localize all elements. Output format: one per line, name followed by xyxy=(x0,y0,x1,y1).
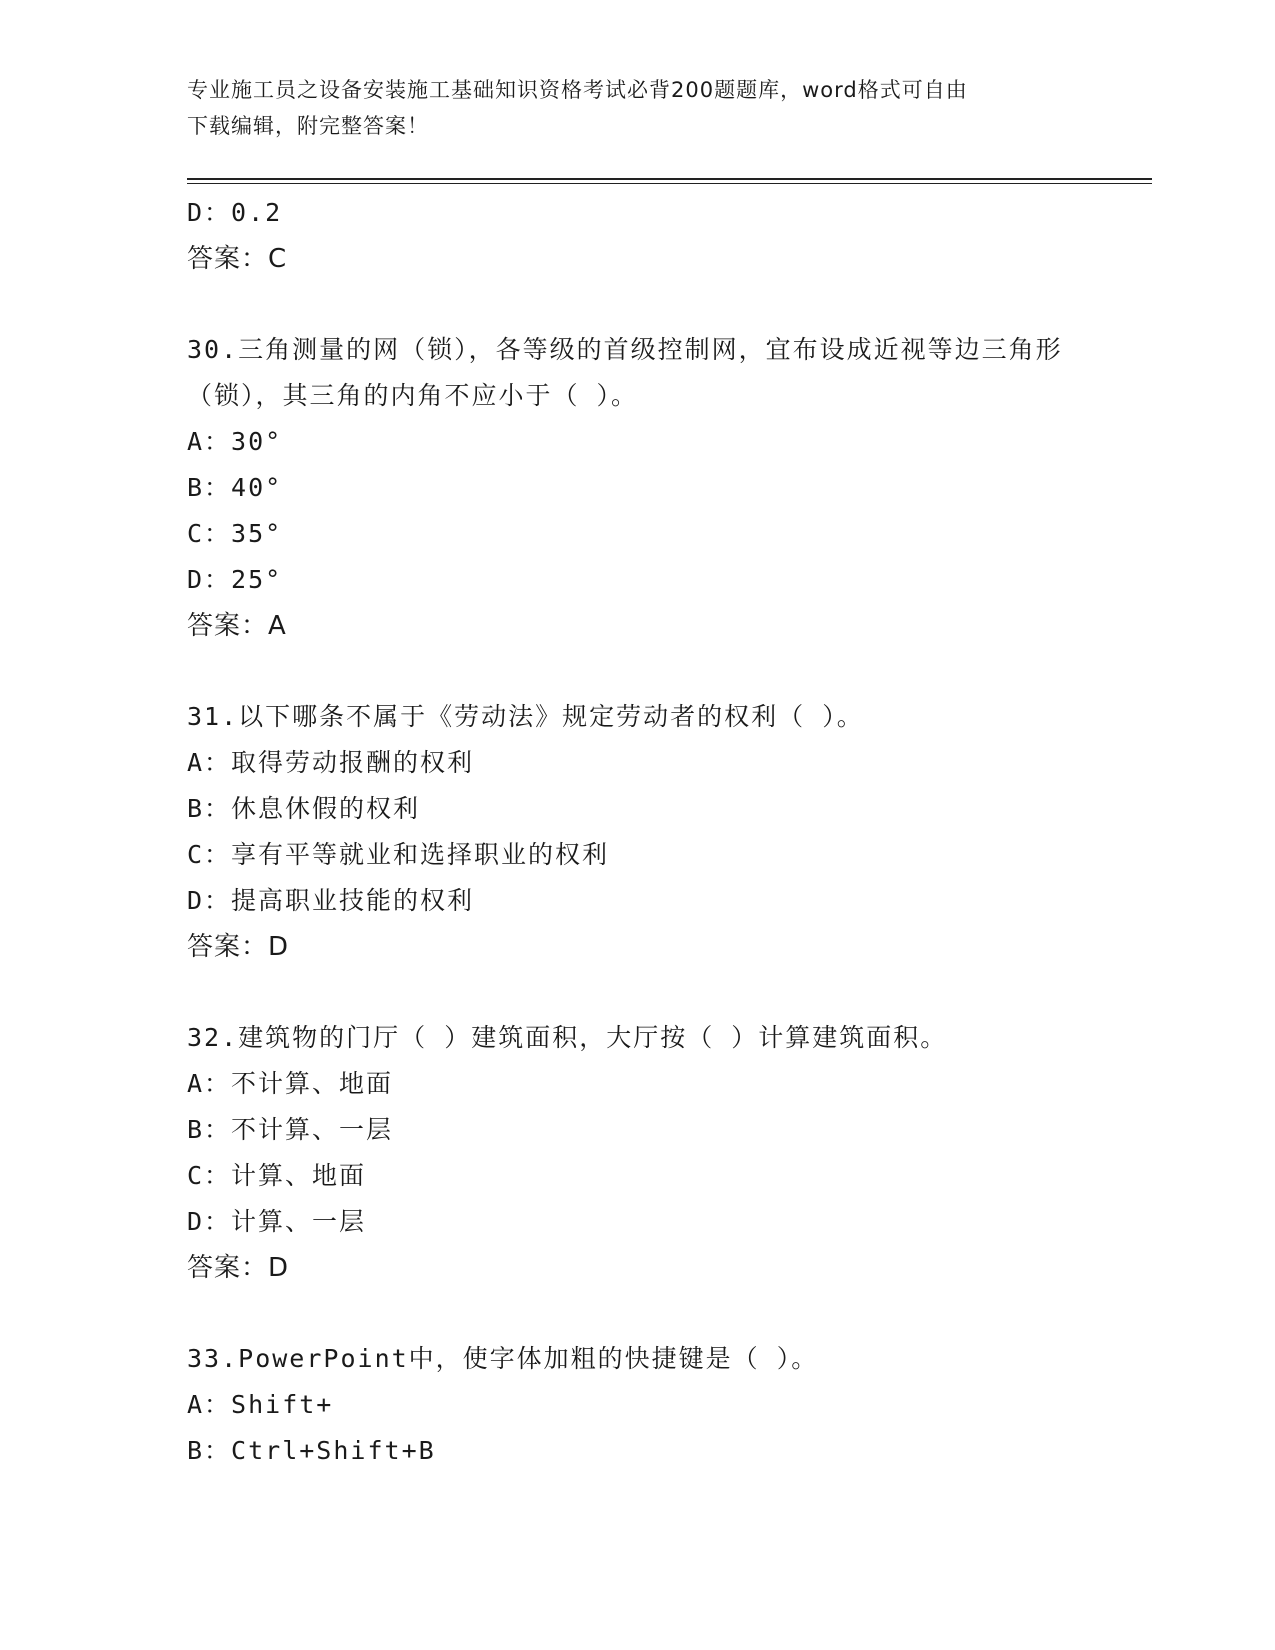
option-a: A：不计算、地面 xyxy=(187,1069,394,1098)
option-d: D：25° xyxy=(187,565,283,594)
header-line-1: 专业施工员之设备安装施工基础知识资格考试必背200题题库，word格式可自由 xyxy=(187,78,968,102)
option-d: D：0.2 xyxy=(187,198,283,227)
option-a: A：取得劳动报酬的权利 xyxy=(187,748,475,777)
question-stem: 31.以下哪条不属于《劳动法》规定劳动者的权利（ ）。 xyxy=(187,702,864,731)
question-stem: 32.建筑物的门厅（ ）建筑面积，大厅按（ ）计算建筑面积。 xyxy=(187,1023,948,1052)
option-d: D：提高职业技能的权利 xyxy=(187,886,475,915)
option-b: B：40° xyxy=(187,473,283,502)
header-divider-thin xyxy=(187,183,1152,184)
answer-line: 答案：A xyxy=(187,611,287,641)
question-31 xyxy=(187,694,1087,970)
option-c: C：享有平等就业和选择职业的权利 xyxy=(187,840,610,869)
question-33 xyxy=(187,1336,1087,1474)
option-b: B：不计算、一层 xyxy=(187,1115,394,1144)
option-c: C：计算、地面 xyxy=(187,1161,367,1190)
header-line-2: 下载编辑，附完整答案！ xyxy=(187,114,429,138)
question-list xyxy=(187,190,1087,1474)
question-stem: 30.三角测量的网（锁），各等级的首级控制网，宜布设成近视等边三角形（锁），其三角的内角不应小于（ ）。 xyxy=(187,335,1063,410)
answer-line: 答案：D xyxy=(187,932,290,962)
option-b: B：休息休假的权利 xyxy=(187,794,421,823)
option-a: A：Shift+ xyxy=(187,1390,334,1419)
option-a: A：30° xyxy=(187,427,283,456)
answer-line: 答案：C xyxy=(187,244,288,274)
question-32 xyxy=(187,1015,1087,1291)
option-c: C：35° xyxy=(187,519,283,548)
answer-line: 答案：D xyxy=(187,1253,290,1283)
question-30 xyxy=(187,327,1087,649)
option-d: D：计算、一层 xyxy=(187,1207,367,1236)
header-divider-thick xyxy=(187,178,1152,180)
option-b: B：Ctrl+Shift+B xyxy=(187,1436,436,1465)
document-header xyxy=(187,72,1067,144)
question-stem: 33.PowerPoint中，使字体加粗的快捷键是（ ）。 xyxy=(187,1344,819,1373)
previous-question-tail xyxy=(187,190,1087,282)
